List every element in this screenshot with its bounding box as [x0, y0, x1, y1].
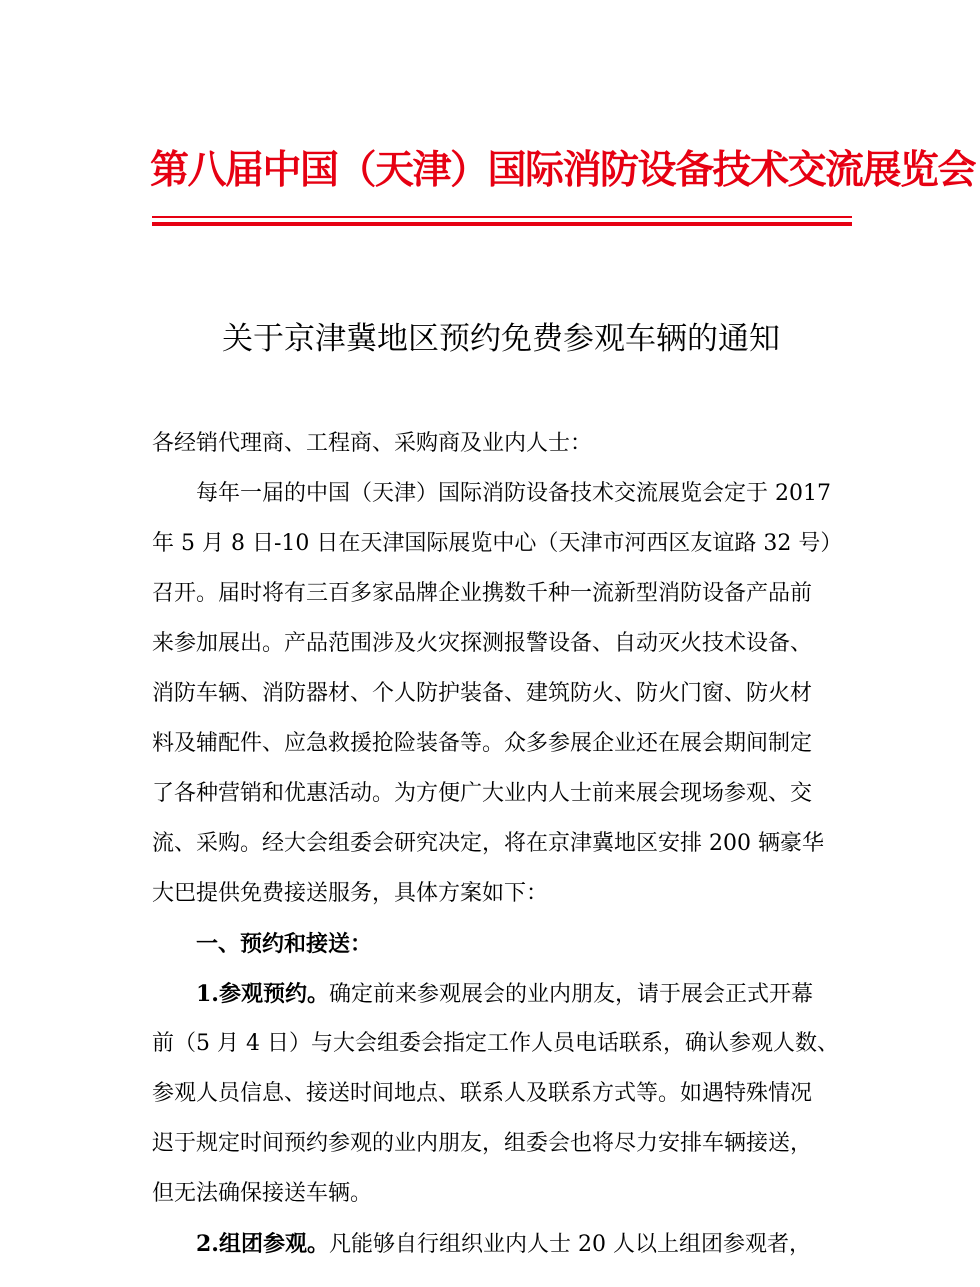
paragraph-line: 流、采购。经大会组委会研究决定，将在京津冀地区安排 200 辆豪华	[152, 831, 824, 856]
paragraph-line: 大巴提供免费接送服务，具体方案如下：	[152, 881, 549, 906]
item-first-line	[196, 1226, 852, 1263]
letterhead-thin-rule	[152, 216, 852, 218]
paragraph-line: 料及辅配件、应急救援抢险装备等。众多参展企业还在展会期间制定	[152, 731, 813, 756]
paragraph-line: 前（5 月 4 日）与大会组委会指定工作人员电话联系，确认参观人数、	[152, 1031, 839, 1056]
paragraph-line: 召开。届时将有三百多家品牌企业携数千种一流新型消防设备产品前	[152, 581, 813, 606]
paragraph-line: 参观人员信息、接送时间地点、联系人及联系方式等。如遇特殊情况	[152, 1081, 813, 1106]
item-text: 确定前来参观展会的业内朋友，请于展会正式开幕	[328, 982, 813, 1007]
letterhead-thick-rule	[152, 222, 852, 226]
item-label: 2.组团参观。	[196, 1231, 329, 1257]
letterhead-title: 第八届中国（天津）国际消防设备技术交流展览会	[150, 148, 976, 193]
salutation: 各经销代理商、工程商、采购商及业内人士：	[152, 431, 593, 456]
paragraph-line: 来参加展出。产品范围涉及火灾探测报警设备、自动灭火技术设备、	[152, 631, 813, 656]
item-first-line	[196, 976, 852, 1013]
paragraph-line: 每年一届的中国（天津）国际消防设备技术交流展览会定于 2017	[196, 481, 831, 506]
paragraph-line: 了各种营销和优惠活动。为方便广大业内人士前来展会现场参观、交	[152, 781, 813, 806]
paragraph-line: 年 5 月 8 日-10 日在天津国际展览中心（天津市河西区友谊路 32 号）	[152, 531, 843, 556]
section-heading: 一、预约和接送：	[196, 931, 373, 957]
paragraph-line: 迟于规定时间预约参观的业内朋友，组委会也将尽力安排车辆接送，	[152, 1131, 813, 1156]
paragraph-line: 消防车辆、消防器材、个人防护装备、建筑防火、防火门窗、防火材	[152, 681, 813, 706]
item-label: 1.参观预约。	[196, 981, 329, 1007]
paragraph-line: 但无法确保接送车辆。	[152, 1181, 373, 1206]
notice-title: 关于京津冀地区预约免费参观车辆的通知	[222, 321, 780, 357]
item-text: 凡能够自行组织业内人士 20 人以上组团参观者，	[328, 1232, 811, 1257]
